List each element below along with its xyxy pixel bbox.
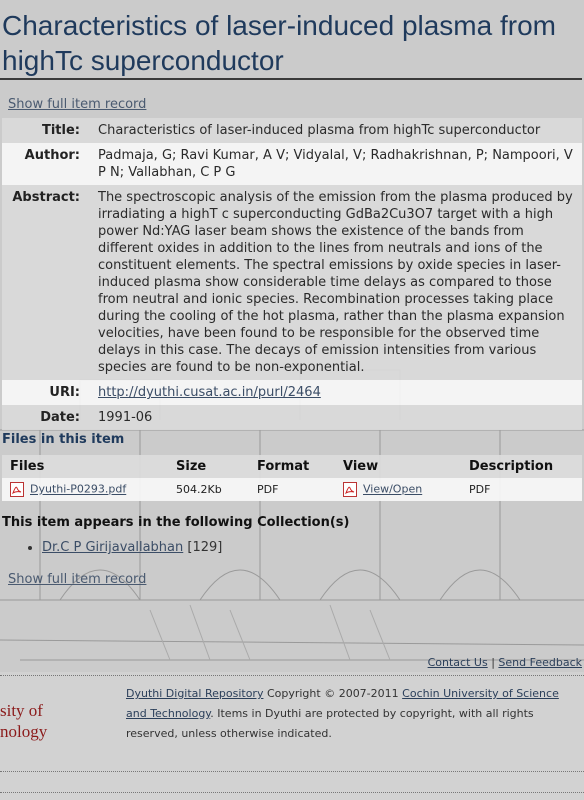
footer-copyright — [126, 684, 566, 744]
footer-divider-bottom — [0, 792, 584, 793]
files-col-files: Files — [2, 455, 168, 478]
collection-count: [129] — [187, 540, 223, 555]
files-heading: Files in this item — [2, 432, 125, 447]
view-open-link[interactable]: View/Open — [363, 482, 423, 496]
metadata-row-abstract — [2, 185, 582, 380]
abstract-label: Abstract: — [2, 185, 92, 380]
show-full-record-link-bottom[interactable]: Show full item record — [8, 572, 147, 587]
metadata-row-author — [2, 143, 582, 185]
rights-text: . Items in Dyuthi are protected by copyright, with all rights reserved, unless otherwise indicated. — [126, 707, 534, 740]
abstract-value: The spectroscopic analysis of the emission from the plasma produced by irradiating a highT c superconducting GdBa2Cu3O7 target with a high power Nd:YAG laser beam shows the existence of the bands from different oxides in addition to the lines from neutrals and ions of the constituent elements. The spectral emissions by oxide species in laser-induced plasma show considerable time delays as compared to those from neutral and ionic species. Recombination processes taking place during the cooling of the hot plasma, rather than the plasma expansion velocities, have been found to be responsible for the observed time delays in this case. The decays of emission intensities from various species are found to be non-exponential. — [92, 185, 582, 380]
list-item — [42, 540, 222, 555]
page-title: Characteristics of laser-induced plasma from highTc superconductor — [2, 10, 556, 76]
university-link[interactable]: Cochin University of Science and Technology — [126, 687, 559, 720]
files-col-size: Size — [168, 455, 249, 478]
files-col-view: View — [335, 455, 461, 478]
date-value: 1991-06 — [92, 405, 582, 430]
date-label: Date: — [2, 405, 92, 430]
metadata-row-title — [2, 118, 582, 143]
file-format: PDF — [249, 478, 335, 501]
logo-line-1: sity of — [0, 701, 43, 720]
logo-line-2: nology — [0, 722, 48, 741]
uri-label: URI: — [2, 380, 92, 405]
pdf-icon — [343, 482, 357, 497]
contact-us-link[interactable]: Contact Us — [427, 656, 488, 669]
title-label: Title: — [2, 118, 92, 143]
send-feedback-link[interactable]: Send Feedback — [498, 656, 582, 669]
author-label: Author: — [2, 143, 92, 185]
collection-link[interactable]: Dr.C P Girijavallabhan — [42, 540, 184, 555]
file-name-link[interactable]: Dyuthi-P0293.pdf — [30, 482, 127, 496]
footer-separator: | — [491, 656, 495, 669]
files-header-row — [2, 455, 582, 478]
footer-links — [428, 656, 582, 669]
show-full-record-link-top[interactable]: Show full item record — [8, 97, 147, 112]
title-value: Characteristics of laser-induced plasma from highTc superconductor — [92, 118, 582, 143]
files-col-format: Format — [249, 455, 335, 478]
table-row — [2, 478, 582, 501]
files-table — [2, 455, 582, 501]
university-logo-text — [0, 700, 47, 742]
metadata-table — [2, 118, 582, 430]
metadata-row-date — [2, 405, 582, 430]
collections-list — [24, 540, 222, 555]
uri-link[interactable]: http://dyuthi.cusat.ac.in/purl/2464 — [98, 385, 321, 400]
author-value: Padmaja, G; Ravi Kumar, A V; Vidyalal, V; Radhakrishnan, P; Nampoori, V P N; Vallabhan, C P G — [92, 143, 582, 185]
pdf-icon — [10, 482, 24, 497]
copyright-text: Copyright © 2007-2011 — [263, 687, 403, 700]
collections-heading: This item appears in the following Collection(s) — [2, 515, 350, 530]
file-description: PDF — [461, 478, 582, 501]
repository-link[interactable]: Dyuthi Digital Repository — [126, 687, 264, 700]
title-divider — [0, 78, 582, 80]
files-col-description: Description — [461, 455, 582, 478]
footer-divider-top — [0, 675, 584, 676]
footer-divider-mid — [0, 771, 584, 772]
file-size: 504.2Kb — [168, 478, 249, 501]
metadata-row-uri — [2, 380, 582, 405]
